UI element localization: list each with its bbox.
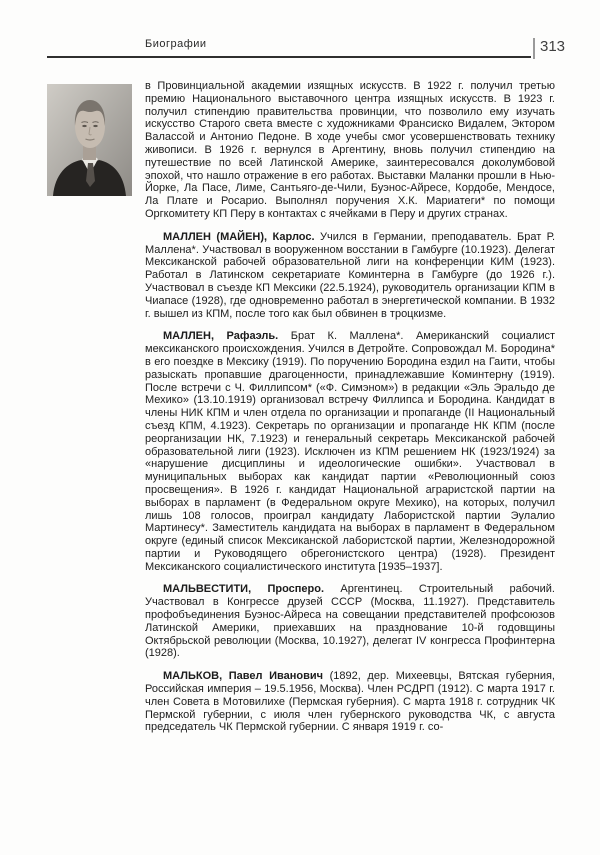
entry-mallen-rafael bbox=[145, 330, 555, 573]
entry-malvestiti-prospero bbox=[145, 583, 555, 660]
entry-text: (1892, дер. Михеевцы, Вятская губерния, Российская империя – 19.5.1956, Москва). Член РСДРП (1912). С марта 1917 г. член Совета в Мотовилихе (Пермская губерния). С марта 1918 г. сотрудник ЧК Пермской губернии, с июля член губернского руководства ЧК, с августа председатель ЧК Пермской губернии. С января 1919 г. со- bbox=[145, 670, 555, 734]
paragraph-text: в Провинциальной академии изящных искусств. В 1922 г. получил третью премию Национального выставочного центра изящных искусств. В 1923 г. получил стипендию правительства провинции, что позволило ему изучать искусство Старого света вместе с художниками Франсиско Видалем, Эктором Валассой и Антонио Педоне. В ходе учебы смог усовершенствовать технику живописи. В 1926 г. вернулся в Аргентину, вновь получил стипендию на путешествие по всей Латинской Америке, заинтересовался доколумбовой эпохой, что нашло отражение в его работах. Выставки Маланки прошли в Нью-Йорке, Ла Пасе, Лиме, Сантьяго-де-Чили, Буэнос-Айресе, Кордобе, Мендосе, Ла Плате и Росарио. Выполнял поручения Х.К. Мариатеги* по помощи Оргкомитету КП Перу в контактах с ячейками в Перу и других странах. bbox=[145, 80, 555, 220]
page-number: 313 bbox=[540, 38, 566, 55]
header-rule bbox=[47, 56, 531, 58]
entry-text: Учился в Германии, преподаватель. Брат Р. Маллена*. Участвовал в вооруженном восстании в Гамбурге (10.1923). Делегат Мексиканской рабочей образовательной лиги на конференции КИМ (1923). Работал в Латинском секретариате Коминтерна в Гамбурге (до 1926 г.). Участвовал в съезде КП Мексики (22.5.1924), руководитель организации КПМ в Чиапасе (1928), где одновременно работал в энергетической компании. В 1932 г. вышел из КПМ, после того как был обвинен в троцкизме. bbox=[145, 230, 555, 320]
entry-name: МАЛЛЕН, Рафаэль. bbox=[163, 330, 279, 343]
entry-name: МАЛЬКОВ, Павел Иванович bbox=[163, 670, 324, 683]
page-number-divider bbox=[533, 38, 535, 59]
left-margin-column bbox=[47, 80, 145, 744]
entry-text: Аргентинец. Строительный рабочий. Участвовал в Конгрессе друзей СССР (Москва, 11.1927). Представитель профобъединения Буэнос-Айреса на совещании представителей профсоюзов Латинской Америки, приехавших на празднование 10-й годовщины Октябрьской революции (Москва, 10.1927), делегат IV конгресса Профинтерна (1928). bbox=[145, 583, 555, 660]
page-content bbox=[47, 80, 555, 744]
entry-malkov-pavel bbox=[145, 670, 555, 734]
portrait-photo-image bbox=[47, 84, 132, 196]
entry-text: Брат К. Маллена*. Американский социалист мексиканского происхождения. Учился в Детройте. Сопровождал М. Бородина* в его поездке в Мексику (1919). По поручению Бородина ездил на Гаити, чтобы разыскать пропавшие драгоценности, принадлежавшие Коминтерну (1919). После встречи с Ч. Филлипсом* («Ф. Симэном») в редакции «Эль Эральдо де Мехико» (13.10.1919) организовал встречу Филлипса и Бородина. Кандидат в члены НИК КПМ и член отдела по организации и пропаганде (II Национальный съезд КПМ, 4.1923). Секретарь по организации и пропаганде НК КПМ (после реорганизации НК, 7.1923) и генеральный секретарь Мексиканской рабочей образовательной лиги (1923). Исключен из КПМ решением НК (1923/1924) за «нарушение дисциплины и идеологические ошибки». Участвовал в муниципальных выборах как кандидат партии «Революционный союз просвещения». В 1926 г. кандидат Национальной аграристской партии на выборах в парламент (в Федеральном округе Мехико), на которых, получил лишь 108 голосов, проиграл кандидату Лабористской партии Эулалио Мартинесу*. Заместитель кандидата на выборах в парламент в Федеральном округе (единый список Мексиканской лабористской партии, Железнодорожной партии и Руководящего обрегонистского центра) (1928). Президент Мексиканского социалистического института [1935–1937]. bbox=[145, 330, 556, 573]
paragraph-continuation bbox=[145, 80, 555, 221]
entry-name: МАЛЛЕН (МАЙЕН), Карлос. bbox=[163, 230, 315, 243]
running-head: Биографии bbox=[145, 38, 207, 50]
portrait-photo bbox=[47, 84, 132, 196]
entry-name: МАЛЬВЕСТИТИ, Просперо. bbox=[163, 583, 325, 596]
entry-mallen-carlos bbox=[145, 231, 555, 321]
text-column bbox=[145, 80, 555, 744]
